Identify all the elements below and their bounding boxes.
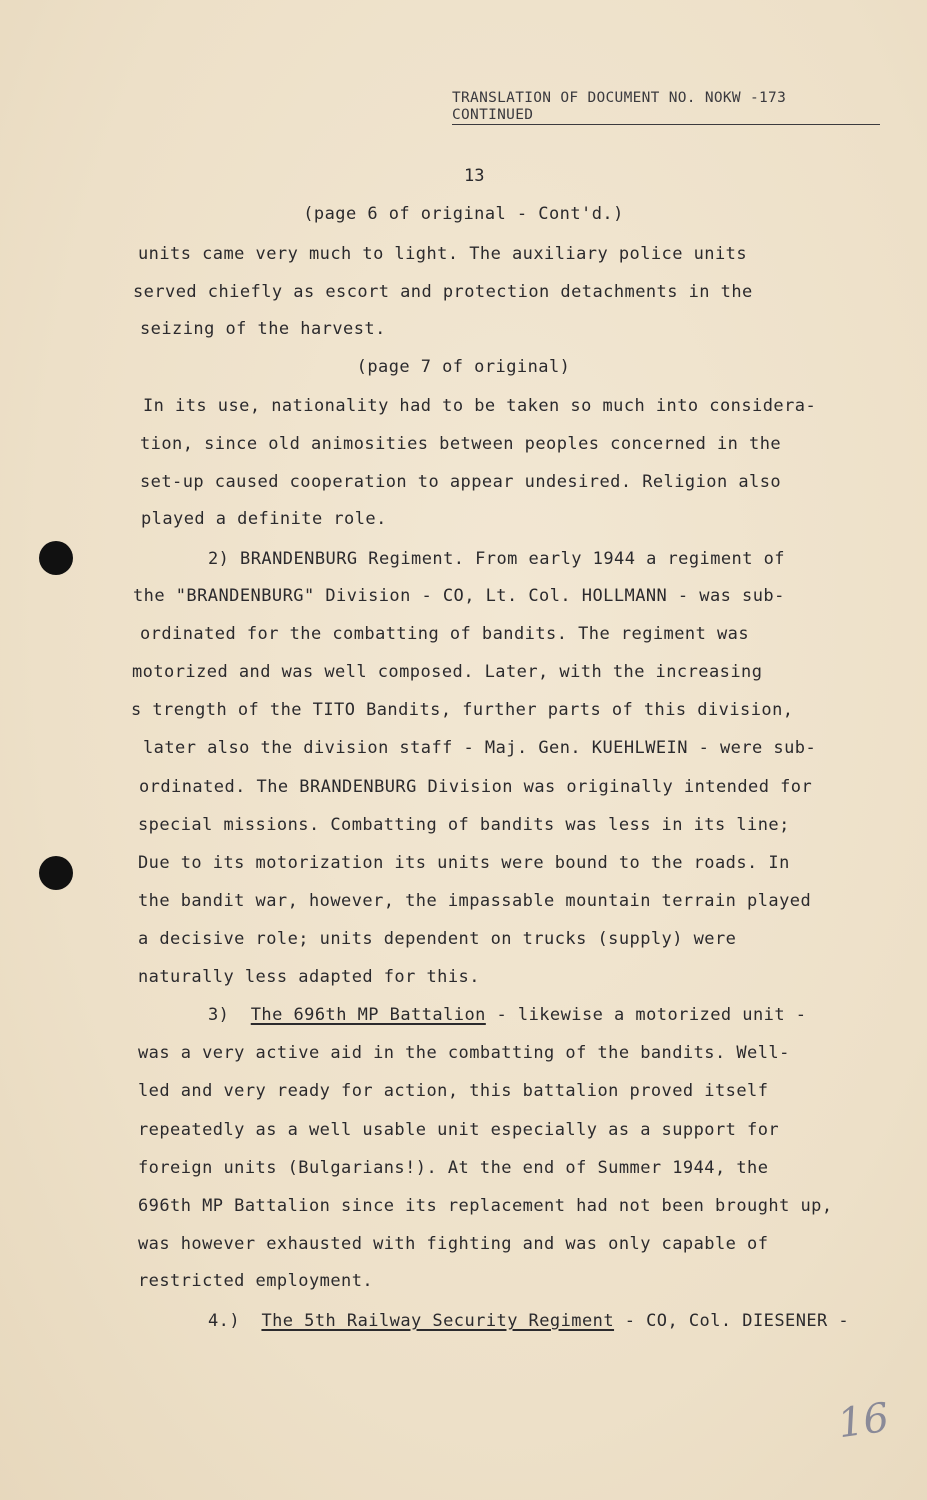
text-line: [208, 1005, 806, 1025]
text-line: the "BRANDENBURG" Division - CO, Lt. Col. HOLLMANN - was sub-: [133, 586, 785, 606]
text-line: tion, since old animosities between peoples concerned in the: [140, 434, 782, 454]
original-page-ref: (page 7 of original): [356, 357, 571, 377]
text-line: led and very ready for action, this battalion proved itself: [138, 1081, 769, 1101]
text-line: was a very active aid in the combatting of the bandits. Well-: [138, 1043, 790, 1063]
text-line: seizing of the harvest.: [140, 319, 386, 339]
document-header: [452, 90, 880, 125]
item-number: 4.): [208, 1311, 241, 1331]
text-line: special missions. Combatting of bandits was less in its line;: [138, 815, 790, 835]
punch-hole: [39, 856, 73, 890]
section-heading: The 696th MP Battalion: [250, 1005, 486, 1025]
text-line: ordinated for the combatting of bandits. The regiment was: [140, 624, 750, 644]
text-line: 2) BRANDENBURG Regiment. From early 1944 a regiment of: [208, 549, 785, 569]
text-span: - likewise a motorized unit -: [485, 1005, 807, 1025]
text-line: set-up caused cooperation to appear undesired. Religion also: [140, 472, 782, 492]
section-heading: The 5th Railway Security Regiment: [261, 1311, 615, 1331]
item-number: 3): [208, 1005, 230, 1025]
text-line: naturally less adapted for this.: [138, 967, 480, 987]
original-page-ref: (page 6 of original - Cont'd.): [303, 204, 624, 224]
text-line: units came very much to light. The auxiliary police units: [138, 244, 748, 264]
text-line: a decisive role; units dependent on trucks (supply) were: [138, 929, 737, 949]
text-line: repeatedly as a well usable unit especially as a support for: [138, 1120, 780, 1140]
text-line: 696th MP Battalion since its replacement had not been brought up,: [138, 1196, 833, 1216]
punch-hole: [39, 541, 73, 575]
handwritten-page-mark: 16: [835, 1394, 892, 1448]
text-line: In its use, nationality had to be taken so much into considera-: [143, 396, 817, 416]
text-line: later also the division staff - Maj. Gen. KUEHLWEIN - were sub-: [143, 738, 817, 758]
text-line: ordinated. The BRANDENBURG Division was originally intended for: [139, 777, 813, 797]
text-line: was however exhausted with fighting and was only capable of: [138, 1234, 769, 1254]
page-number: 13: [464, 166, 485, 186]
text-line: served chiefly as escort and protection detachments in the: [133, 282, 753, 302]
header-title: TRANSLATION OF DOCUMENT NO. NOKW -173: [452, 90, 787, 106]
text-line: s trength of the TITO Bandits, further parts of this division,: [131, 700, 794, 720]
text-line: Due to its motorization its units were bound to the roads. In: [138, 853, 790, 873]
text-line: motorized and was well composed. Later, with the increasing: [132, 662, 763, 682]
text-line: restricted employment.: [138, 1271, 374, 1291]
text-line: the bandit war, however, the impassable mountain terrain played: [138, 891, 812, 911]
text-span: - CO, Col. DIESENER -: [614, 1311, 850, 1331]
text-line: played a definite role.: [141, 509, 387, 529]
text-line: foreign units (Bulgarians!). At the end of Summer 1944, the: [138, 1158, 769, 1178]
text-line: [208, 1311, 849, 1331]
header-continued: CONTINUED: [452, 107, 880, 125]
